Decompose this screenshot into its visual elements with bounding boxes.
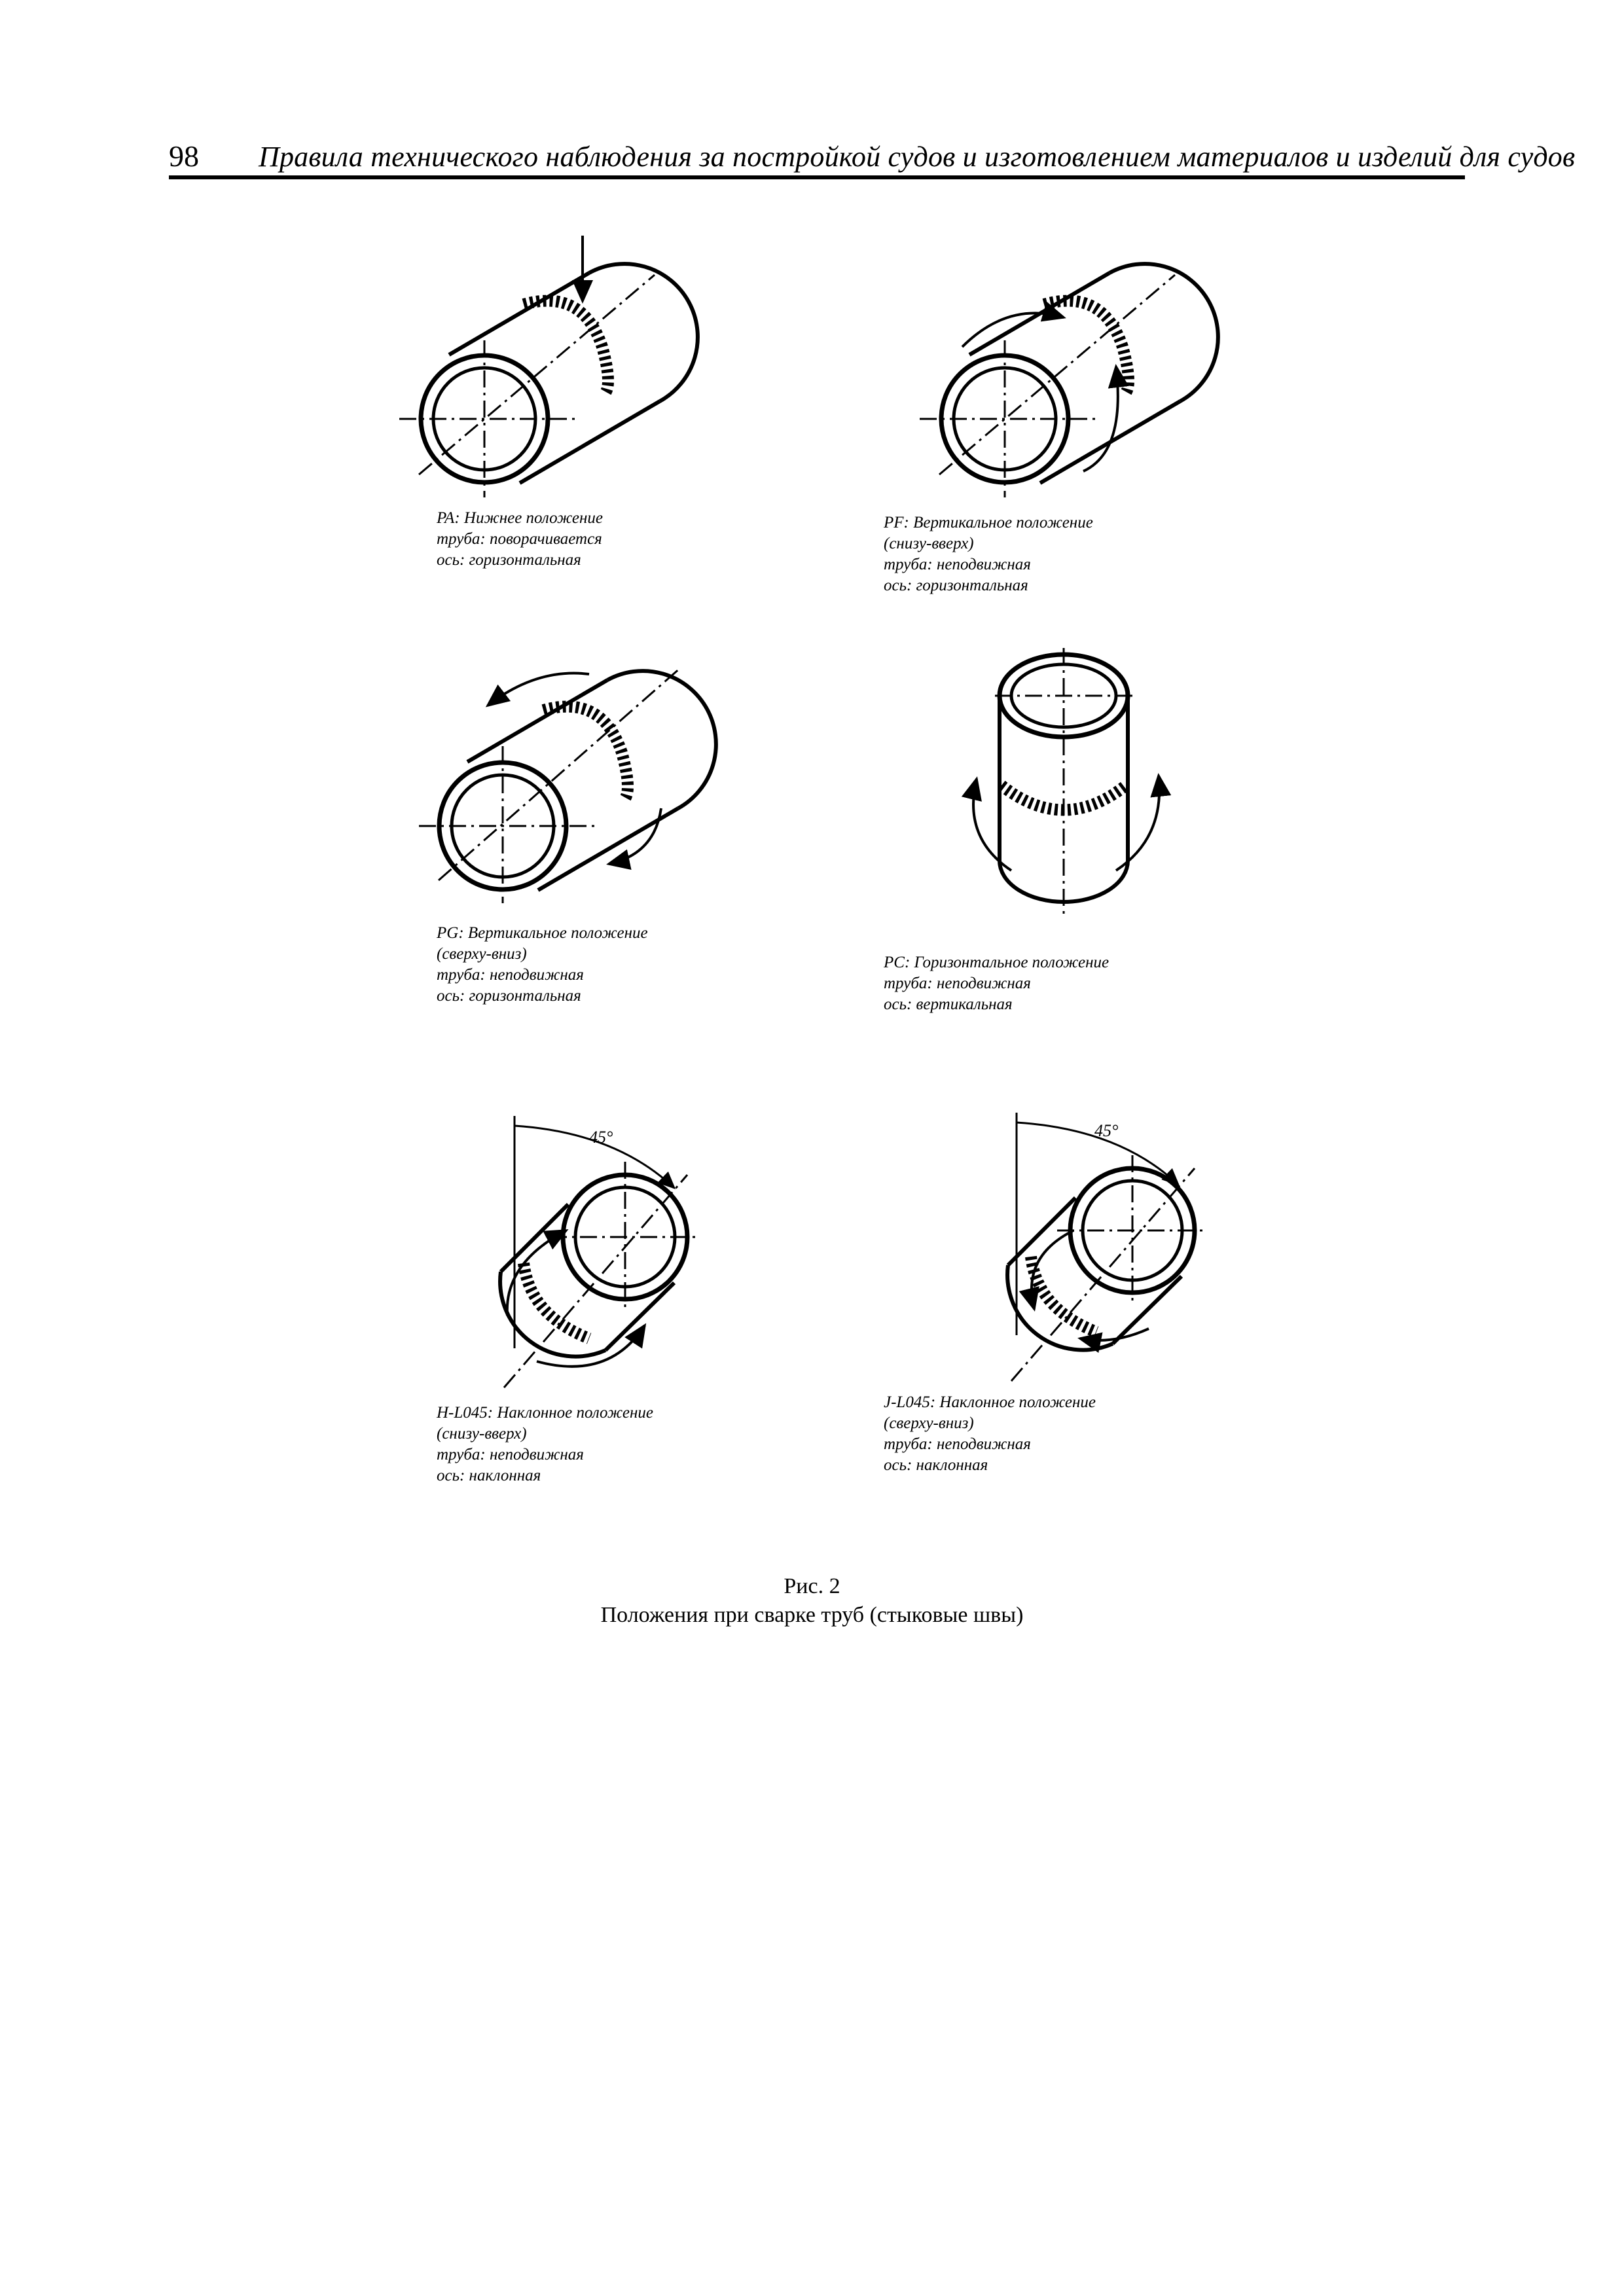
caption-pf <box>884 512 1093 596</box>
caption-pg <box>437 923 648 1007</box>
running-title: Правила технического наблюдения за постройкой судов и изготовлением материалов и изделий для судов <box>259 141 1576 173</box>
page-number: 98 <box>169 139 199 173</box>
caption-line: ось: наклонная <box>437 1467 541 1484</box>
caption-pa <box>437 508 603 571</box>
pipe-pg <box>419 668 716 903</box>
figure-title: Положения при сварке труб (стыковые швы) <box>600 1603 1024 1627</box>
caption-line: труба: неподвижная <box>437 1446 584 1463</box>
caption-line: ось: наклонная <box>884 1456 988 1474</box>
caption-line: (сверху-вниз) <box>437 945 527 963</box>
caption-line: H-L045: Наклонное положение <box>437 1404 653 1422</box>
caption-line: труба: неподвижная <box>884 556 1031 573</box>
caption-line: PC: Горизонтальное положение <box>884 954 1110 971</box>
caption-line: труба: поворачивается <box>437 530 602 548</box>
caption-line: ось: вертикальная <box>884 996 1013 1013</box>
pipe-pa <box>399 236 698 497</box>
pipe-pc <box>973 648 1159 916</box>
caption-line: (снизу-вверх) <box>437 1425 527 1443</box>
caption-line: (сверху-вниз) <box>884 1414 974 1432</box>
caption-line: труба: неподвижная <box>437 966 584 984</box>
caption-line: PA: Нижнее положение <box>437 509 604 527</box>
caption-line: ось: горизонтальная <box>884 577 1028 594</box>
figure-number: Рис. 2 <box>784 1574 840 1598</box>
angle-label-jl045: 45° <box>1094 1121 1119 1140</box>
angle-label-hl045: 45° <box>589 1128 613 1147</box>
pipe-jl045 <box>1007 1113 1208 1381</box>
caption-hl045 <box>437 1403 653 1486</box>
caption-line: труба: неподвижная <box>884 1435 1031 1453</box>
pipe-hl045 <box>500 1116 700 1388</box>
caption-pc <box>884 952 1109 1015</box>
caption-line: (снизу-вверх) <box>884 535 974 552</box>
caption-line: J-L045: Наклонное положение <box>884 1393 1096 1411</box>
caption-line: ось: горизонтальная <box>437 987 581 1005</box>
pipe-pf <box>920 264 1218 497</box>
caption-jl045 <box>884 1392 1096 1476</box>
caption-line: труба: неподвижная <box>884 975 1031 992</box>
caption-line: PG: Вертикальное положение <box>437 924 648 942</box>
caption-line: ось: горизонтальная <box>437 551 581 569</box>
caption-line: PF: Вертикальное положение <box>884 514 1093 531</box>
